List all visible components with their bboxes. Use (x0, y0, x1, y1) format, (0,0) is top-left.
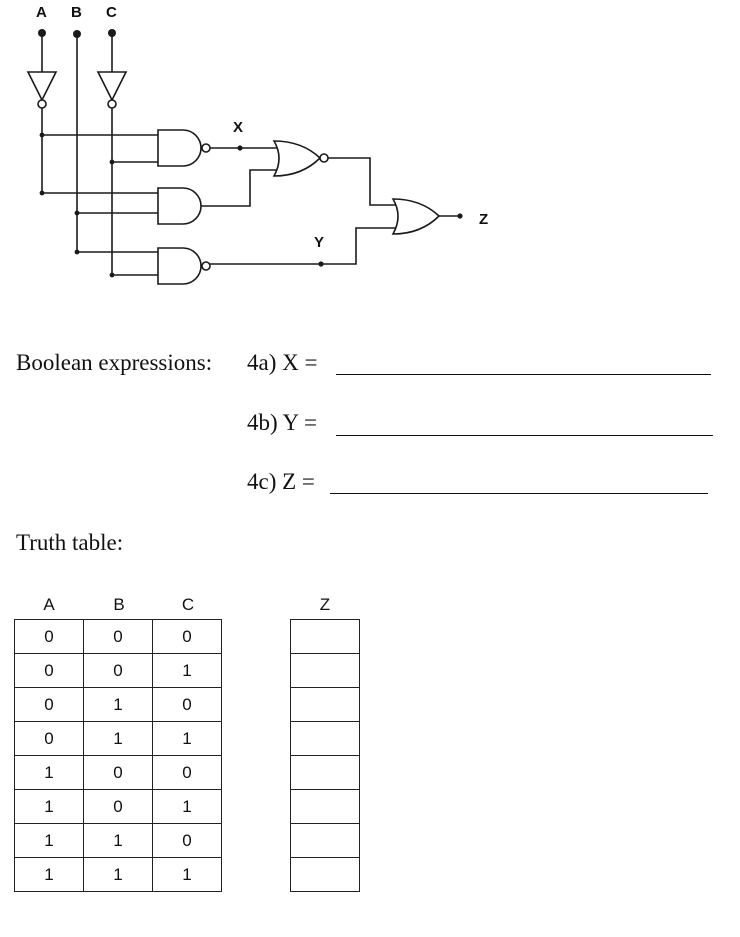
z-answer-cell[interactable] (291, 688, 360, 722)
input-label-b: B (71, 4, 82, 21)
cell-c: 1 (153, 722, 222, 756)
table-row (291, 722, 360, 756)
column-header-z: Z (319, 595, 331, 614)
cell-c: 1 (153, 790, 222, 824)
table-row (291, 790, 360, 824)
cell-c: 0 (153, 688, 222, 722)
cell-a: 1 (15, 858, 84, 892)
column-header-b: B (113, 595, 125, 614)
question-4c-label: 4c) Z = (247, 469, 315, 494)
answer-line-4a[interactable] (336, 374, 711, 375)
cell-a: 0 (15, 722, 84, 756)
table-row (15, 824, 222, 858)
truth-table-inputs (14, 619, 222, 892)
cell-c: 1 (153, 858, 222, 892)
cell-c: 0 (153, 620, 222, 654)
input-label-a: A (36, 4, 47, 21)
z-answer-cell[interactable] (291, 756, 360, 790)
logic-circuit-diagram (0, 0, 740, 300)
cell-a: 0 (15, 688, 84, 722)
cell-b: 0 (84, 620, 153, 654)
z-answer-cell[interactable] (291, 824, 360, 858)
truth-table-output-z (290, 619, 360, 892)
table-row (291, 654, 360, 688)
cell-c: 1 (153, 654, 222, 688)
column-header-a: A (43, 595, 55, 614)
question-4b-label: 4b) Y = (247, 410, 318, 435)
column-header-c: C (181, 595, 195, 614)
question-4a-label: 4a) X = (247, 350, 318, 375)
cell-a: 1 (15, 824, 84, 858)
table-row (291, 824, 360, 858)
table-row (15, 620, 222, 654)
z-answer-cell[interactable] (291, 858, 360, 892)
nand-gate-1 (158, 130, 210, 166)
cell-b: 0 (84, 654, 153, 688)
table-row (291, 756, 360, 790)
z-answer-cell[interactable] (291, 620, 360, 654)
cell-b: 0 (84, 756, 153, 790)
nor-gate (274, 141, 328, 176)
z-answer-cell[interactable] (291, 654, 360, 688)
cell-b: 1 (84, 858, 153, 892)
node-y (318, 261, 323, 266)
truth-table-heading: Truth table: (16, 530, 124, 555)
table-row (15, 756, 222, 790)
table-row (291, 620, 360, 654)
table-row (15, 858, 222, 892)
answer-line-4b[interactable] (336, 435, 713, 436)
z-answer-cell[interactable] (291, 790, 360, 824)
z-answer-cell[interactable] (291, 722, 360, 756)
table-row (15, 722, 222, 756)
signal-label-x: X (233, 119, 244, 136)
output-terminal-z (457, 213, 462, 218)
node-x (237, 145, 242, 150)
cell-a: 0 (15, 654, 84, 688)
table-row (15, 654, 222, 688)
output-label-z: Z (479, 211, 489, 228)
not-gate-c (98, 33, 126, 277)
cell-a: 1 (15, 756, 84, 790)
cell-c: 0 (153, 824, 222, 858)
nand-gate-3 (158, 248, 210, 284)
and-gate-2 (158, 188, 201, 224)
table-row (15, 790, 222, 824)
cell-b: 1 (84, 722, 153, 756)
table-row (15, 688, 222, 722)
input-label-c: C (106, 4, 117, 21)
cell-a: 0 (15, 620, 84, 654)
table-row (291, 688, 360, 722)
table-row (291, 858, 360, 892)
boolean-expressions-heading: Boolean expressions: (16, 350, 213, 375)
signal-label-y: Y (314, 234, 325, 251)
cell-b: 1 (84, 688, 153, 722)
not-gate-a (28, 33, 56, 195)
or-gate (393, 199, 439, 234)
cell-b: 0 (84, 790, 153, 824)
cell-b: 1 (84, 824, 153, 858)
cell-c: 0 (153, 756, 222, 790)
cell-a: 1 (15, 790, 84, 824)
answer-line-4c[interactable] (330, 493, 708, 494)
